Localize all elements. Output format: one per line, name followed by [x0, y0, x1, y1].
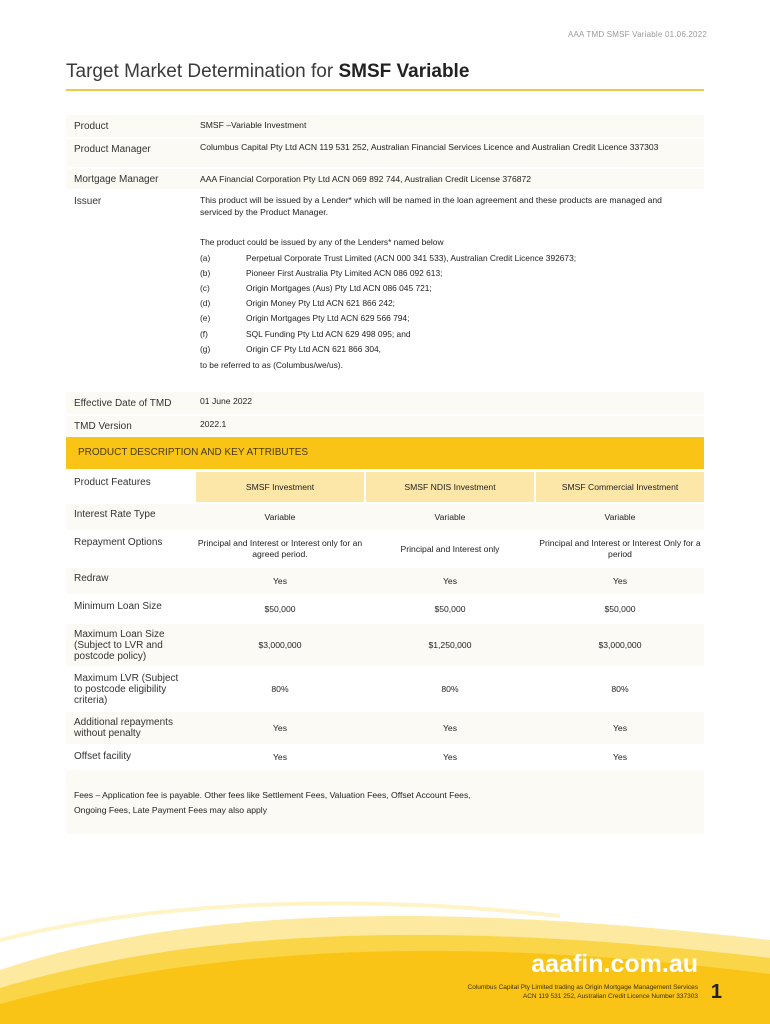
- attribute-label: Maximum Loan Size (Subject to LVR and postcode policy): [74, 629, 165, 662]
- attribute-value: $3,000,000: [598, 639, 642, 650]
- attribute-value: 80%: [441, 683, 459, 694]
- attribute-row: [66, 596, 704, 622]
- issuer-text: This product will be issued by a Lender* which will be named in the loan agreement and these products are managed and serviced by the Product Manager.: [200, 195, 662, 217]
- document-code: AAA TMD SMSF Variable 01.06.2022: [567, 30, 707, 39]
- column-header: SMSF Commercial Investment: [536, 472, 704, 502]
- footer-licence-line: ACN 119 531 252, Australian Credit Licence Number 337303: [522, 993, 698, 1000]
- attribute-label: Repayment Options: [74, 537, 163, 548]
- attribute-value: Yes: [272, 722, 288, 733]
- attribute-value: Yes: [442, 751, 458, 762]
- fees-line-2: Ongoing Fees, Late Payment Fees may also apply: [74, 805, 267, 815]
- lenders-outro: to be referred to as (Columbus/we/us).: [200, 360, 343, 370]
- attribute-value: Variable: [264, 511, 296, 522]
- page-number: 1: [710, 981, 722, 1003]
- attribute-value: Yes: [442, 722, 458, 733]
- issuer-block: [66, 192, 704, 392]
- page-title: [66, 61, 469, 83]
- title-product: SMSF Variable: [338, 61, 470, 82]
- attribute-value: $50,000: [264, 603, 296, 614]
- product-row: [66, 115, 704, 137]
- effective-date-value: 01 June 2022: [200, 396, 253, 406]
- lender-item: (b) Pioneer First Australia Pty Limited ACN 086 092 613;: [200, 268, 443, 278]
- column-header: SMSF NDIS Investment: [366, 472, 534, 502]
- footer-company-line: Columbus Capital Pty Limited trading as Origin Mortgage Management Services: [467, 984, 698, 991]
- attribute-value: Yes: [442, 575, 458, 586]
- attribute-value: Yes: [272, 751, 288, 762]
- tmd-version-value: 2022.1: [200, 419, 227, 429]
- effective-date-row: [66, 392, 704, 414]
- section-title: PRODUCT DESCRIPTION AND KEY ATTRIBUTES: [78, 447, 309, 458]
- attribute-label: Additional repayments without penalty: [74, 717, 173, 739]
- attribute-value: $50,000: [434, 603, 466, 614]
- attribute-value: 80%: [611, 683, 629, 694]
- tmd-version-label: TMD Version: [74, 421, 132, 432]
- title-divider: [66, 89, 704, 91]
- effective-date-label: Effective Date of TMD: [74, 398, 172, 409]
- attribute-value: Principal and Interest only: [400, 543, 500, 554]
- product-value: SMSF –Variable Investment: [200, 120, 307, 130]
- attribute-label: Offset facility: [74, 751, 132, 762]
- lender-item: (e) Origin Mortgages Pty Ltd ACN 629 566 794;: [200, 313, 410, 323]
- attribute-row: [66, 712, 704, 744]
- lender-item: (a) Perpetual Corporate Trust Limited (ACN 000 341 533), Australian Credit Licence 392673;: [200, 253, 577, 263]
- tmd-version-row: [66, 416, 704, 436]
- product-label: Product: [74, 121, 109, 132]
- attribute-value: Yes: [612, 575, 628, 586]
- attribute-row: [66, 532, 704, 566]
- attribute-row: [66, 568, 704, 594]
- section-header: [66, 437, 704, 469]
- lenders-intro: The product could be issued by any of the Lenders* named below: [200, 237, 444, 247]
- attribute-row: [66, 624, 704, 666]
- attribute-value: Yes: [612, 722, 628, 733]
- mortgage-manager-label: Mortgage Manager: [74, 174, 159, 185]
- attribute-value: Yes: [272, 575, 288, 586]
- lender-item: (c) Origin Mortgages (Aus) Pty Ltd ACN 086 045 721;: [200, 283, 432, 293]
- lender-item: (d) Origin Money Pty Ltd ACN 621 866 242;: [200, 298, 395, 308]
- product-manager-row: [66, 139, 704, 167]
- product-manager-label: Product Manager: [74, 144, 151, 155]
- attribute-label: Maximum LVR (Subject to postcode eligibility criteria): [74, 673, 179, 706]
- mortgage-manager-row: [66, 169, 704, 189]
- attribute-value: $1,250,000: [428, 639, 472, 650]
- fees-note: [66, 770, 704, 834]
- fees-line-1: Fees – Application fee is payable. Other fees like Settlement Fees, Valuation Fees, Offset Account Fees,: [74, 790, 471, 800]
- attribute-value: Variable: [604, 511, 636, 522]
- attribute-value: 80%: [271, 683, 289, 694]
- website-link[interactable]: aaafin.com.au: [531, 950, 698, 978]
- attribute-value: Yes: [612, 751, 628, 762]
- mortgage-manager-value: AAA Financial Corporation Pty Ltd ACN 069 892 744, Australian Credit License 376872: [200, 174, 532, 184]
- attribute-value: $50,000: [604, 603, 636, 614]
- attribute-row: [66, 746, 704, 768]
- attribute-label: Minimum Loan Size: [74, 601, 162, 612]
- attribute-row: [66, 668, 704, 710]
- features-header-row: [66, 472, 704, 502]
- column-header: SMSF Investment: [196, 472, 364, 502]
- title-prefix: Target Market Determination for: [66, 61, 339, 82]
- product-manager-value: Columbus Capital Pty Ltd ACN 119 531 252, Australian Financial Services Licence and Australian Credit Licence 337303: [200, 142, 659, 152]
- attribute-label: Interest Rate Type: [74, 509, 156, 520]
- attribute-value: Principal and Interest or Interest only for an agreed period.: [197, 538, 363, 559]
- issuer-label: Issuer: [74, 196, 102, 207]
- attribute-label: Redraw: [74, 573, 109, 584]
- attribute-value: Principal and Interest or Interest Only for a period: [539, 538, 701, 559]
- attribute-value: $3,000,000: [258, 639, 302, 650]
- attribute-row: [66, 504, 704, 530]
- lender-item: (g) Origin CF Pty Ltd ACN 621 866 304,: [200, 344, 382, 354]
- features-label: Product Features: [74, 477, 151, 488]
- lender-item: (f) SQL Funding Pty Ltd ACN 629 498 095; and: [200, 329, 411, 339]
- attribute-value: Variable: [434, 511, 466, 522]
